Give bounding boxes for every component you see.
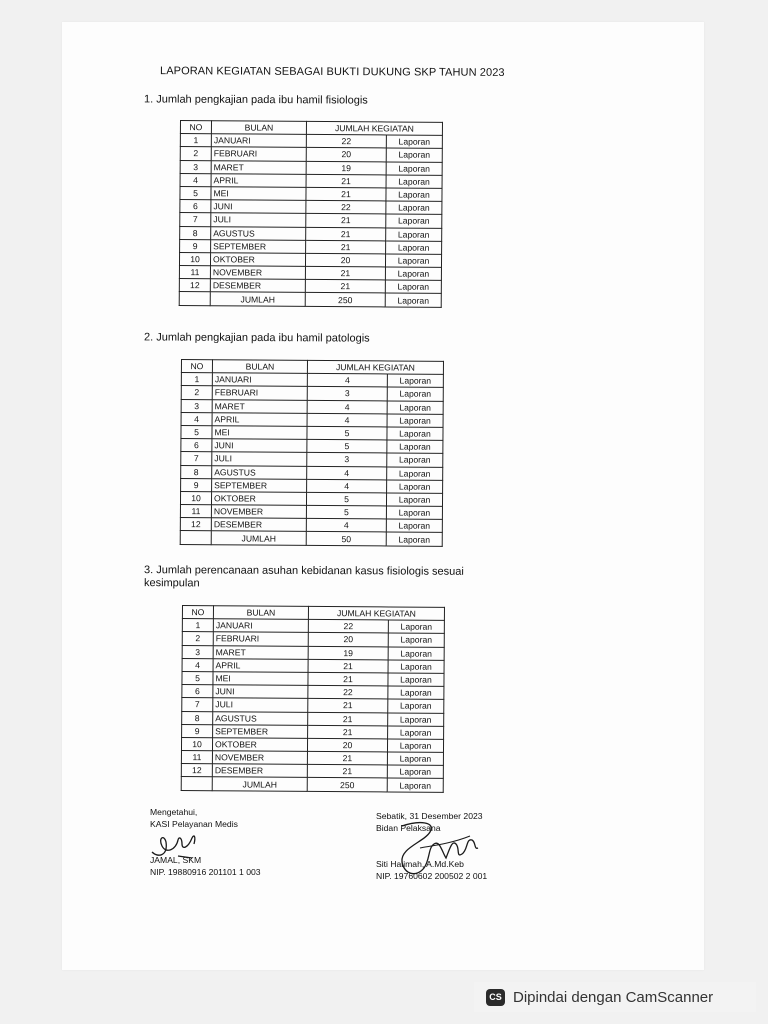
cell-unit: Laporan (387, 752, 443, 766)
cell-bulan: APRIL (212, 412, 307, 426)
table-total-row (179, 292, 441, 307)
table-row (181, 737, 443, 752)
table-row (180, 134, 442, 149)
cell-jumlah: 20 (307, 738, 387, 752)
section-1-heading: 1. Jumlah pengkajian pada ibu hamil fisiologis (143, 93, 368, 107)
table-row (182, 711, 444, 726)
cell-no: 2 (182, 632, 213, 645)
cell-jumlah: 5 (306, 492, 386, 506)
cell-unit: Laporan (385, 254, 441, 268)
cell-jumlah: 21 (308, 672, 388, 686)
total-unit: Laporan (385, 293, 441, 307)
cell-bulan: JUNI (213, 685, 308, 699)
camscanner-text: Dipindai dengan CamScanner (513, 988, 714, 1006)
cell-jumlah: 21 (306, 187, 386, 201)
cell-jumlah: 21 (305, 266, 385, 280)
cell-bulan: MEI (213, 672, 308, 686)
header-jumlah-kegiatan: JUMLAH KEGIATAN (307, 360, 443, 374)
table-row (180, 213, 442, 228)
cell-bulan: JANUARI (211, 134, 306, 148)
cell-jumlah: 4 (307, 374, 387, 388)
total-jumlah: 250 (307, 778, 387, 792)
cell-bulan: JULI (213, 698, 308, 712)
cell-bulan: SEPTEMBER (212, 478, 307, 492)
table-row (181, 399, 443, 414)
cell-no: 5 (180, 186, 211, 199)
table-row (182, 619, 444, 634)
cell-unit: Laporan (388, 686, 444, 700)
report-table-2 (180, 359, 444, 546)
cell-bulan: JUNI (212, 439, 307, 453)
cell-jumlah: 5 (306, 505, 386, 519)
cell-empty (179, 292, 210, 305)
table-row (182, 658, 444, 673)
cell-jumlah: 22 (308, 620, 388, 634)
cell-jumlah: 20 (308, 633, 388, 647)
cell-unit: Laporan (387, 414, 443, 428)
cell-unit: Laporan (387, 765, 443, 779)
table-row (181, 452, 443, 467)
cell-bulan: MARET (211, 160, 306, 174)
table-row (182, 685, 444, 700)
cell-no: 3 (182, 645, 213, 658)
cell-bulan: FEBRUARI (211, 147, 306, 161)
sig-left-name: JAMAL, SKM (150, 855, 202, 865)
cell-unit: Laporan (386, 201, 442, 215)
sig-left-line2: KASI Pelayanan Medis (150, 819, 238, 829)
table-row (182, 645, 444, 660)
table-row (182, 632, 444, 647)
total-label: JUMLAH (212, 777, 307, 791)
cell-unit: Laporan (387, 453, 443, 467)
cell-jumlah: 3 (307, 387, 387, 401)
table-row (181, 412, 443, 427)
document-title: LAPORAN KEGIATAN SEBAGAI BUKTI DUKUNG SKP TAHUN 2023 (159, 65, 505, 79)
cell-bulan: MARET (213, 645, 308, 659)
table-row (181, 465, 443, 480)
cell-jumlah: 4 (307, 400, 387, 414)
table-row (182, 698, 444, 713)
sig-right-line2: Bidan Pelaksana (376, 823, 441, 833)
cell-no: 1 (182, 619, 213, 632)
cell-bulan: JANUARI (213, 619, 308, 633)
cell-no: 3 (181, 399, 212, 412)
cell-empty (181, 777, 212, 790)
sig-right-line1: Sebatik, 31 Desember 2023 (376, 811, 483, 821)
table-total-row (180, 531, 442, 546)
cell-unit: Laporan (386, 493, 442, 507)
table-row (181, 439, 443, 454)
cell-bulan: NOVEMBER (212, 751, 307, 765)
table-row (182, 671, 444, 686)
camscanner-watermark (474, 982, 756, 1012)
cell-no: 4 (182, 658, 213, 671)
cell-no: 6 (180, 200, 211, 213)
cell-no: 10 (179, 252, 210, 265)
sig-left-line1: Mengetahui, (150, 807, 198, 817)
cell-no: 9 (181, 478, 212, 491)
cell-jumlah: 21 (307, 751, 387, 765)
cell-jumlah: 21 (308, 725, 388, 739)
table-row (181, 425, 443, 440)
cell-no: 12 (180, 518, 211, 531)
cell-unit: Laporan (386, 519, 442, 533)
cell-bulan: FEBRUARI (213, 632, 308, 646)
cell-unit: Laporan (388, 673, 444, 687)
table-row (181, 751, 443, 766)
cell-no: 11 (181, 751, 212, 764)
cell-jumlah: 19 (306, 161, 386, 175)
cell-no: 7 (182, 698, 213, 711)
table-row (180, 186, 442, 201)
cell-jumlah: 22 (306, 201, 386, 215)
cell-unit: Laporan (387, 427, 443, 441)
total-unit: Laporan (386, 532, 442, 546)
cell-unit: Laporan (386, 148, 442, 162)
cell-jumlah: 21 (306, 227, 386, 241)
table-row (179, 279, 441, 294)
table-row (180, 491, 442, 506)
cell-bulan: OKTOBER (211, 492, 306, 506)
cell-no: 2 (180, 147, 211, 160)
cell-no: 2 (181, 386, 212, 399)
cell-unit: Laporan (388, 699, 444, 713)
cell-bulan: MEI (211, 187, 306, 201)
table-row (182, 724, 444, 739)
cell-no: 12 (181, 764, 212, 777)
table-row (179, 266, 441, 281)
cell-no: 11 (180, 505, 211, 518)
cell-unit: Laporan (388, 647, 444, 661)
cell-bulan: AGUSTUS (211, 226, 306, 240)
total-label: JUMLAH (211, 531, 306, 545)
cell-no: 10 (181, 737, 212, 750)
cell-no: 6 (181, 439, 212, 452)
cell-unit: Laporan (386, 188, 442, 202)
sig-right-name: Siti Halimah, A.Md.Keb (376, 859, 464, 869)
cell-bulan: DESEMBER (211, 518, 306, 532)
cell-no: 4 (180, 173, 211, 186)
cell-no: 3 (180, 160, 211, 173)
cell-bulan: JANUARI (212, 373, 307, 387)
header-bulan: BULAN (212, 360, 307, 374)
table-row (181, 373, 443, 388)
sig-right-nip: NIP. 19760602 200502 2 001 (376, 871, 488, 881)
cell-no: 8 (180, 226, 211, 239)
cell-bulan: MARET (212, 399, 307, 413)
cell-unit: Laporan (386, 135, 442, 149)
report-table-3 (181, 605, 445, 792)
table-row (180, 239, 442, 254)
cell-jumlah: 21 (307, 765, 387, 779)
cell-no: 12 (179, 279, 210, 292)
cell-bulan: APRIL (211, 173, 306, 187)
cell-unit: Laporan (387, 387, 443, 401)
header-no: NO (180, 121, 211, 134)
total-jumlah: 250 (305, 293, 385, 307)
cell-unit: Laporan (386, 241, 442, 255)
cell-bulan: SEPTEMBER (211, 239, 306, 253)
cell-no: 8 (181, 465, 212, 478)
camscanner-logo-icon: CS (486, 989, 505, 1006)
cell-no: 9 (180, 239, 211, 252)
header-bulan: BULAN (211, 121, 306, 135)
cell-bulan: DESEMBER (210, 279, 305, 293)
cell-no: 1 (180, 134, 211, 147)
cell-jumlah: 5 (307, 440, 387, 454)
cell-jumlah: 3 (307, 453, 387, 467)
cell-unit: Laporan (388, 726, 444, 740)
cell-unit: Laporan (386, 162, 442, 176)
cell-bulan: OKTOBER (210, 253, 305, 267)
cell-unit: Laporan (385, 267, 441, 281)
cell-jumlah: 4 (307, 466, 387, 480)
cell-bulan: FEBRUARI (212, 386, 307, 400)
header-bulan: BULAN (213, 606, 308, 620)
cell-unit: Laporan (385, 280, 441, 294)
cell-jumlah: 21 (308, 659, 388, 673)
cell-jumlah: 21 (308, 699, 388, 713)
section-2-heading: 2. Jumlah pengkajian pada ibu hamil patologis (143, 331, 370, 345)
cell-bulan: JULI (211, 213, 306, 227)
table-row (181, 478, 443, 493)
cell-bulan: AGUSTUS (212, 465, 307, 479)
cell-jumlah: 21 (305, 280, 385, 294)
table-row (180, 226, 442, 241)
cell-no: 1 (181, 373, 212, 386)
cell-jumlah: 21 (308, 712, 388, 726)
cell-unit: Laporan (387, 440, 443, 454)
cell-jumlah: 22 (308, 686, 388, 700)
cell-unit: Laporan (387, 401, 443, 415)
table-total-row (181, 777, 443, 792)
cell-jumlah: 4 (307, 413, 387, 427)
cell-bulan: MEI (212, 426, 307, 440)
cell-unit: Laporan (386, 506, 442, 520)
cell-unit: Laporan (387, 466, 443, 480)
total-unit: Laporan (387, 778, 443, 792)
cell-no: 7 (180, 213, 211, 226)
cell-unit: Laporan (388, 620, 444, 634)
cell-no: 7 (181, 452, 212, 465)
cell-bulan: NOVEMBER (210, 266, 305, 280)
cell-unit: Laporan (388, 633, 444, 647)
cell-unit: Laporan (386, 227, 442, 241)
table-row (181, 386, 443, 401)
header-jumlah-kegiatan: JUMLAH KEGIATAN (308, 606, 444, 620)
section-3-heading: 3. Jumlah perencanaan asuhan kebidanan kasus fisiologis sesuai kesimpulan (143, 564, 464, 590)
header-no: NO (182, 606, 213, 619)
cell-unit: Laporan (387, 739, 443, 753)
table-row (180, 173, 442, 188)
table-row (179, 252, 441, 267)
cell-unit: Laporan (388, 660, 444, 674)
table-row (180, 160, 442, 175)
handwritten-signature-right (390, 818, 490, 884)
table-row (180, 505, 442, 520)
cell-no: 8 (182, 711, 213, 724)
cell-unit: Laporan (386, 175, 442, 189)
table-row (181, 764, 443, 779)
total-label: JUMLAH (210, 292, 305, 306)
cell-bulan: DESEMBER (212, 764, 307, 778)
cell-jumlah: 21 (306, 174, 386, 188)
cell-bulan: OKTOBER (212, 738, 307, 752)
cell-jumlah: 22 (306, 135, 386, 149)
cell-no: 9 (182, 724, 213, 737)
cell-no: 11 (179, 266, 210, 279)
table-row (180, 200, 442, 215)
cell-jumlah: 5 (307, 426, 387, 440)
cell-unit: Laporan (388, 712, 444, 726)
header-no: NO (181, 360, 212, 373)
cell-bulan: JUNI (211, 200, 306, 214)
cell-no: 4 (181, 412, 212, 425)
cell-unit: Laporan (386, 214, 442, 228)
cell-unit: Laporan (387, 480, 443, 494)
cell-jumlah: 4 (307, 479, 387, 493)
cell-no: 5 (181, 425, 212, 438)
cell-no: 5 (182, 671, 213, 684)
sig-left-nip: NIP. 19880916 201101 1 003 (150, 867, 261, 877)
cell-bulan: AGUSTUS (213, 711, 308, 725)
cell-jumlah: 20 (306, 148, 386, 162)
handwritten-signature-left (148, 828, 208, 862)
cell-no: 6 (182, 685, 213, 698)
cell-bulan: JULI (212, 452, 307, 466)
total-jumlah: 50 (306, 532, 386, 546)
cell-empty (180, 531, 211, 544)
cell-jumlah: 21 (306, 240, 386, 254)
cell-jumlah: 4 (306, 519, 386, 533)
header-jumlah-kegiatan: JUMLAH KEGIATAN (306, 121, 442, 135)
cell-bulan: APRIL (213, 658, 308, 672)
table-row (180, 147, 442, 162)
cell-no: 10 (180, 491, 211, 504)
cell-bulan: SEPTEMBER (213, 724, 308, 738)
table-row (180, 518, 442, 533)
report-table-1 (179, 120, 443, 307)
cell-bulan: NOVEMBER (211, 505, 306, 519)
cell-jumlah: 19 (308, 646, 388, 660)
cell-jumlah: 20 (305, 253, 385, 267)
cell-unit: Laporan (387, 374, 443, 388)
cell-jumlah: 21 (306, 214, 386, 228)
